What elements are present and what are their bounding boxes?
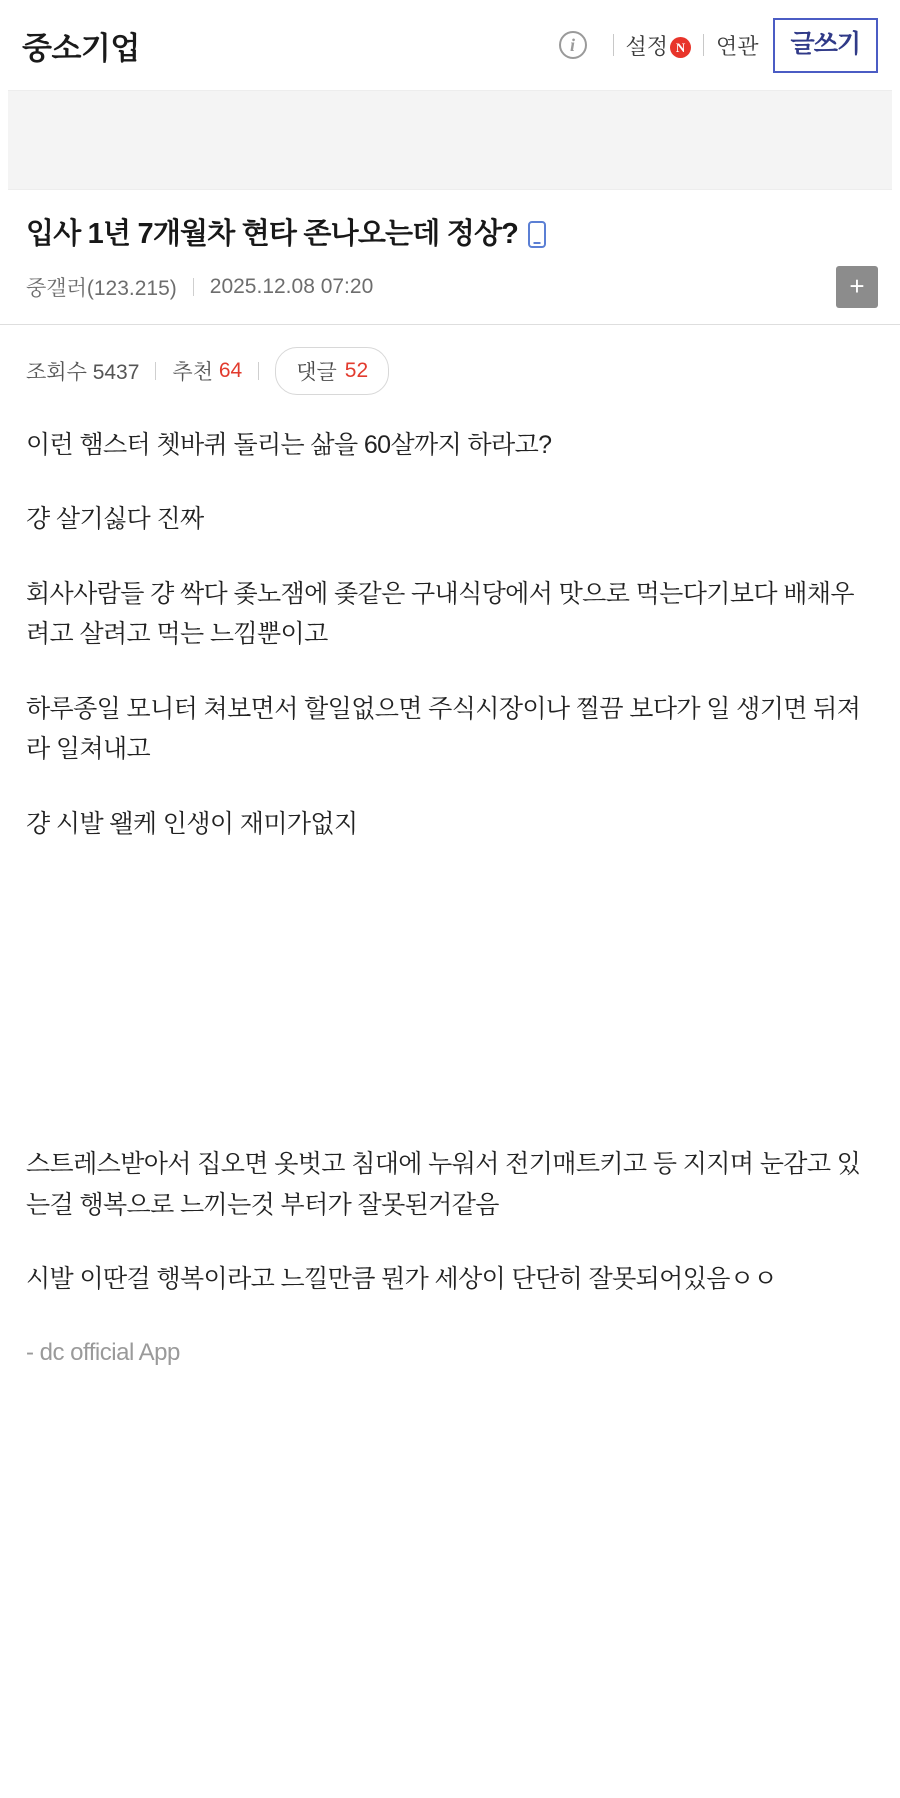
ad-banner[interactable] — [8, 90, 892, 190]
post-date: 2025.12.08 07:20 — [209, 274, 374, 298]
header-actions — [559, 18, 878, 73]
info-icon[interactable]: i — [559, 31, 587, 59]
comment-count: 52 — [344, 358, 369, 382]
divider — [703, 34, 704, 56]
write-post-button[interactable]: 글쓰기 — [773, 18, 878, 73]
post-title-text: 입사 1년 7개월차 현타 존나오는데 정상? — [26, 218, 519, 250]
post-stats — [0, 325, 900, 419]
post-paragraph: 이런 햄스터 쳇바퀴 돌리는 삶을 60살까지 하라고? — [26, 430, 552, 459]
post-header — [0, 190, 900, 325]
post-paragraph: 걍 시발 왤케 인생이 재미가없지 — [26, 809, 358, 838]
recommend-label: 추천 — [172, 360, 213, 384]
related-link[interactable]: 연관 — [716, 33, 759, 59]
post-paragraph: 하루종일 모니터 쳐보면서 할일없으면 주식시장이나 찔끔 보다가 일 생기면 뒤져라 일쳐내고 — [26, 694, 861, 764]
new-badge: N — [670, 37, 691, 58]
settings-label: 설정 — [625, 33, 669, 59]
post-paragraph: 걍 살기싫다 진짜 — [26, 505, 204, 534]
gallery-title: 중소기업 — [22, 30, 140, 66]
divider — [258, 362, 259, 380]
comment-button[interactable] — [275, 347, 389, 395]
post-paragraph: 시발 이딴걸 행복이라고 느낄만큼 뭔가 세상이 단단히 잘못되어있음ㅇㅇ — [26, 1265, 777, 1294]
comment-label: 댓글 — [296, 360, 337, 384]
view-count: 조회수 5437 — [26, 360, 140, 384]
divider — [613, 34, 614, 56]
app-signature: - dc official App — [26, 1338, 180, 1366]
post-content — [0, 419, 900, 1413]
divider — [193, 278, 194, 296]
page-header — [0, 0, 900, 90]
post-paragraph: 회사사람들 걍 싹다 좆노잼에 좆같은 구내식당에서 맛으로 먹는다기보다 배채우려고 살려고 먹는 느낌뿐이고 — [26, 579, 854, 649]
mobile-device-icon — [528, 221, 546, 248]
post-author[interactable]: 중갤러(123.215) — [26, 276, 177, 300]
add-button[interactable]: + — [836, 266, 878, 308]
recommend-count: 64 — [218, 358, 243, 382]
post-meta — [26, 272, 874, 302]
post-paragraph: 스트레스받아서 집오면 옷벗고 침대에 누워서 전기매트키고 등 지지며 눈감고 있는걸 행복으로 느끼는것 부터가 잘못된거같음 — [26, 1150, 861, 1219]
settings-link[interactable] — [626, 30, 692, 61]
post-title — [26, 216, 874, 254]
divider — [155, 362, 156, 380]
